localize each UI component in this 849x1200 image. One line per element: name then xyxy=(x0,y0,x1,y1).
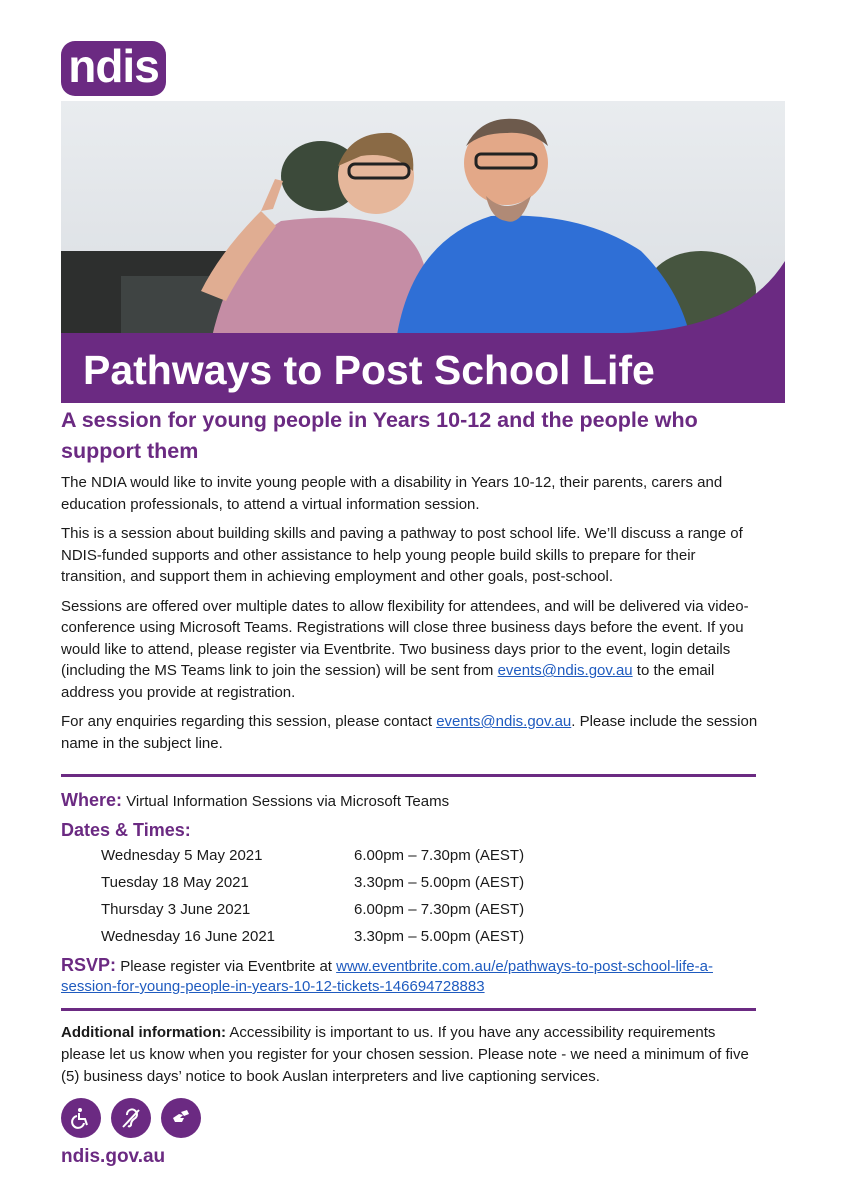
sign-language-icon xyxy=(161,1098,201,1138)
dates-label: Dates & Times: xyxy=(61,820,191,840)
body-text xyxy=(61,472,761,762)
session-row xyxy=(101,899,524,926)
additional-label: Additional information: xyxy=(61,1024,226,1041)
where-value: Virtual Information Sessions via Microsoft Teams xyxy=(126,793,450,810)
sessions-text-end: to the email address you provide at registration. xyxy=(61,662,715,701)
eventbrite-link[interactable]: www.eventbrite.com.au/e/pathways-to-post-school-life-a-session-for-young-people-in-years-10-12-tickets-146694728883 xyxy=(61,958,713,995)
session-date: Tuesday 18 May 2021 xyxy=(101,874,249,891)
accessibility-icons xyxy=(61,1098,201,1138)
sessions-text: Sessions are offered over multiple dates to allow flexibility for attendees, and will be delivered via video-conference using Microsoft Teams. Registrations will close three business days before the event. If you would like to attend, please register via Eventbrite. Two business days prior to the event, login details (including the MS Teams link to join the session) will be sent from xyxy=(61,597,749,679)
where-label: Where: xyxy=(61,790,123,810)
subtitle: A session for young people in Years 10-12 and the people who support them xyxy=(61,408,698,463)
hearing-loop-icon xyxy=(111,1098,151,1138)
enquiries-text: For any enquiries regarding this session, please contact xyxy=(61,713,433,730)
session-time: 3.30pm – 5.00pm (AEST) xyxy=(354,874,525,891)
rsvp-line xyxy=(61,955,761,997)
footer-url[interactable]: ndis.gov.au xyxy=(61,1146,166,1167)
enquiries-paragraph xyxy=(61,711,761,754)
divider xyxy=(61,774,756,777)
wheelchair-icon xyxy=(61,1098,101,1138)
where-line xyxy=(61,790,449,811)
session-date: Wednesday 16 June 2021 xyxy=(101,928,276,945)
ndis-logo: ndis xyxy=(61,41,166,96)
session-time: 6.00pm – 7.30pm (AEST) xyxy=(354,901,525,918)
sessions-paragraph xyxy=(61,596,761,704)
page-title: Pathways to Post School Life xyxy=(83,347,655,393)
rsvp-text: Please register via Eventbrite at xyxy=(120,958,332,975)
intro-paragraph: The NDIA would like to invite young people with a disability in Years 10-12, their parents, carers and education professionals, to attend a virtual information session. xyxy=(61,474,723,513)
additional-info xyxy=(61,1022,761,1088)
hero-banner xyxy=(61,101,785,403)
about-paragraph: This is a session about building skills and paving a pathway to post school life. We’ll discuss a range of NDIS-funded supports and other assistance to help young people build skills to prepare for their transition, and support them in achieving employment and other goals, post-school. xyxy=(61,525,743,585)
session-row xyxy=(101,845,524,872)
email-link[interactable]: events@ndis.gov.au xyxy=(497,662,633,679)
sessions-list xyxy=(101,845,524,953)
session-time: 3.30pm – 5.00pm (AEST) xyxy=(354,928,525,945)
session-time: 6.00pm – 7.30pm (AEST) xyxy=(354,847,525,864)
session-row xyxy=(101,926,524,953)
session-date: Wednesday 5 May 2021 xyxy=(101,847,263,864)
rsvp-label: RSVP: xyxy=(61,955,117,975)
enquiries-email-link[interactable]: events@ndis.gov.au xyxy=(436,713,572,730)
divider xyxy=(61,1008,756,1011)
session-row xyxy=(101,872,524,899)
enquiries-text-end: . Please include the session name in the subject line. xyxy=(61,713,758,752)
additional-text: Accessibility is important to us. If you have any accessibility requirements please let us know when you register for your chosen session. Please note - we need a minimum of five (5) business days’ notice to book Auslan interpreters and live captioning services. xyxy=(61,1024,749,1085)
session-date: Thursday 3 June 2021 xyxy=(101,901,251,918)
